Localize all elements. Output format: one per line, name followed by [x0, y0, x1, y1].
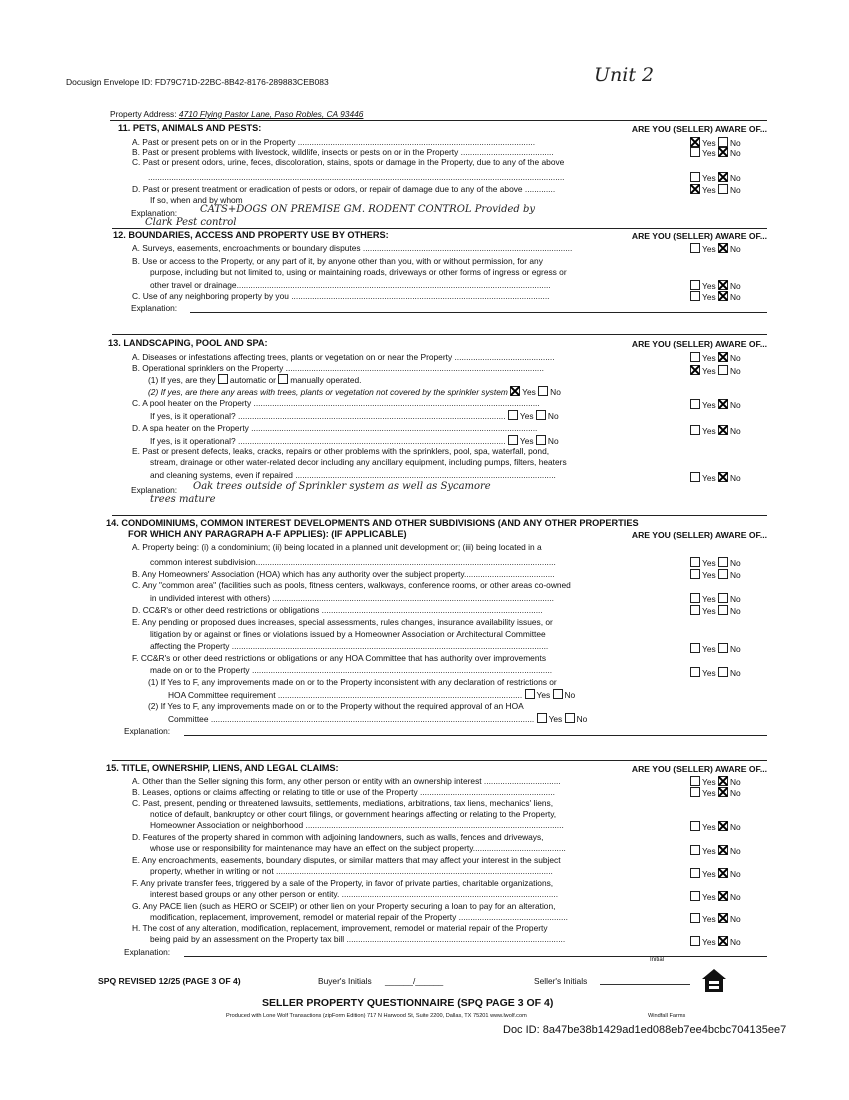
s14-d: D. CC&R's or other deed restrictions or obligations ............................................................................................... — [132, 605, 543, 615]
s14-f-yn: Yes No — [690, 667, 741, 678]
s12-c-yn: Yes No — [690, 291, 741, 302]
checkbox-manual[interactable] — [278, 374, 288, 384]
checkbox-no[interactable] — [536, 435, 546, 445]
s13-e-yn: Yes No — [690, 472, 741, 483]
s15-h2: being paid by an assessment on the Property tax bill .............................................................................................. — [150, 934, 566, 944]
s11-c2: ................................................................................................................................................................................... — [148, 172, 565, 182]
s14-aware: ARE YOU (SELLER) AWARE OF... — [631, 530, 767, 540]
checkbox-no[interactable] — [718, 776, 728, 786]
s14-e2: litigation by or against or fines or violations issued by a Homeowner Association or Architectural Committee — [150, 629, 546, 639]
s15-g-yn: Yes No — [690, 913, 741, 924]
checkbox-yes[interactable] — [690, 557, 700, 567]
s13-c-yn: Yes No — [690, 399, 741, 410]
checkbox-yes[interactable] — [690, 472, 700, 482]
s13-d-yn: Yes No — [690, 425, 741, 436]
checkbox-no[interactable] — [718, 557, 728, 567]
s14-b: B. Any Homeowners' Association (HOA) which has any authority over the subject property....................................... — [132, 569, 555, 579]
checkbox-no[interactable] — [718, 399, 728, 409]
checkbox-no[interactable] — [718, 787, 728, 797]
seller-initials-field[interactable] — [600, 984, 690, 985]
checkbox-yes[interactable] — [690, 172, 700, 182]
s11-title: 11. PETS, ANIMALS AND PESTS: — [118, 123, 262, 133]
s14-f6-line: Committee ........................................................................................................................................... Yes No — [168, 714, 588, 724]
s14-f2: made on or to the Property ................................................................................................................................. — [150, 665, 553, 675]
property-address — [110, 109, 363, 119]
s11-d-yn: Yes No — [690, 184, 741, 195]
s13-a-yn: Yes No — [690, 352, 741, 363]
checkbox-yes[interactable] — [690, 291, 700, 301]
s14-a: A. Property being: (i) a condominium; (ii) being located in a planned unit development or; (iii) being located in a — [132, 542, 542, 552]
footer-farms: Windfall Farms — [648, 1013, 686, 1019]
s13-d2-line: If yes, is it operational? ................................................................................................................... Yes No — [150, 436, 559, 446]
checkbox-no[interactable] — [536, 410, 546, 420]
unit-note: Unit 2 — [594, 64, 655, 86]
s11-c: C. Past or present odors, urine, feces, discoloration, stains, spots or damage in the Property, due to any of the above — [132, 157, 565, 167]
checkbox-no[interactable] — [718, 913, 728, 923]
checkbox-yes[interactable] — [690, 787, 700, 797]
checkbox-no[interactable] — [718, 936, 728, 946]
s11-aware: ARE YOU (SELLER) AWARE OF... — [631, 124, 767, 134]
checkbox-no[interactable] — [553, 689, 563, 699]
checkbox-yes[interactable] — [690, 667, 700, 677]
s14-a-yn: Yes No — [690, 557, 741, 568]
s14-title2: FOR WHICH ANY PARAGRAPH A-F APPLIES): (IF APPLICABLE) — [128, 529, 407, 539]
checkbox-yes[interactable] — [690, 425, 700, 435]
s14-e-yn: Yes No — [690, 643, 741, 654]
checkbox-yes[interactable] — [690, 569, 700, 579]
s14-e3: affecting the Property ........................................................................................................................................ — [150, 641, 549, 651]
checkbox-yes[interactable] — [690, 936, 700, 946]
checkbox-yes[interactable] — [690, 913, 700, 923]
s13-c: C. A pool heater on the Property ........................................................................................................................... — [132, 398, 540, 408]
divider — [110, 120, 767, 121]
s15-e-yn: Yes No — [690, 868, 741, 879]
checkbox-yes[interactable] — [510, 386, 520, 396]
checkbox-yes[interactable] — [690, 399, 700, 409]
checkbox-no[interactable] — [718, 365, 728, 375]
checkbox-yes[interactable] — [690, 821, 700, 831]
checkbox-yes[interactable] — [690, 776, 700, 786]
s13-b-yn: Yes No — [690, 365, 741, 376]
envelope-id: Docusign Envelope ID: FD79C71D-22BC-8B42-8176-289883CEB083 — [66, 77, 329, 87]
footer-produced: Produced with Lone Wolf Transactions (zipForm Edition) 717 N Harwood St, Suite 2200, Dallas, TX 75201 www.lwolf.com — [226, 1013, 527, 1019]
s13-handwriting-1: Oak trees outside of Sprinkler system as well as Sycamore — [193, 481, 491, 492]
s15-h-yn: Yes No — [690, 936, 741, 947]
checkbox-yes[interactable] — [690, 243, 700, 253]
checkbox-no[interactable] — [565, 713, 575, 723]
s15-a-yn: Yes No — [690, 776, 741, 787]
s12-a-yn: Yes No — [690, 243, 741, 254]
s14-f: F. CC&R's or other deed restrictions or obligations or any HOA Committee that has authority over improvements — [132, 653, 547, 663]
checkbox-no[interactable] — [718, 280, 728, 290]
s14-b-yn: Yes No — [690, 569, 741, 580]
s13-explanation-label: Explanation: — [131, 485, 178, 495]
checkbox-yes[interactable] — [690, 891, 700, 901]
checkbox-yes[interactable] — [690, 147, 700, 157]
s15-d: D. Features of the property shared in common with adjoining landowners, such as walls, fences and driveways, — [132, 832, 544, 842]
s15-c: C. Past, present, pending or threatened lawsuits, settlements, mediations, arbitrations, tax liens, mechanics' liens, — [132, 798, 554, 808]
s15-g2: modification, replacement, improvement, remodel or material repair of the Property ............................................... — [150, 912, 568, 922]
s15-explanation-label: Explanation: — [124, 947, 171, 957]
checkbox-no[interactable] — [718, 667, 728, 677]
s12-a: A. Surveys, easements, encroachments or boundary disputes .......................................................................................... — [132, 243, 573, 253]
s14-f4-line: HOA Committee requirement ......................................................................................................... Yes No — [168, 690, 576, 700]
s12-b-yn: Yes No — [690, 280, 741, 291]
s15-f2: interest based groups or any other person or entity. ............................................................................................. — [150, 889, 559, 899]
s12-b2: purpose, including but not limited to, using or maintaining roads, driveways or other forms of ingress or egress or — [150, 267, 567, 277]
s13-d: D. A spa heater on the Property ........................................................................................................................... — [132, 423, 538, 433]
s14-c2: in undivided interest with others) ......................................................................................................................... — [150, 593, 554, 603]
s15-h: H. The cost of any alteration, modification, replacement, improvement, remodel or material repair of the Property — [132, 923, 548, 933]
checkbox-yes[interactable] — [690, 137, 700, 147]
s12-explanation-label: Explanation: — [131, 303, 178, 313]
checkbox-no[interactable] — [718, 845, 728, 855]
checkbox-no[interactable] — [718, 147, 728, 157]
divider — [112, 760, 767, 761]
checkbox-yes[interactable] — [690, 593, 700, 603]
checkbox-no[interactable] — [718, 593, 728, 603]
s13-title: 13. LANDSCAPING, POOL AND SPA: — [108, 338, 268, 348]
s15-d-yn: Yes No — [690, 845, 741, 856]
s13-b: B. Operational sprinklers on the Property ............................................................................................................... — [132, 363, 544, 373]
checkbox-yes[interactable] — [508, 435, 518, 445]
s15-c2: notice of default, bankruptcy or other court filings, or government hearings affecting or relating to the Property, — [150, 809, 557, 819]
s12-b3: other travel or drainage....................................................................................................................................... — [150, 280, 551, 290]
checkbox-no[interactable] — [538, 386, 548, 396]
checkbox-yes[interactable] — [690, 643, 700, 653]
s15-c-yn: Yes No — [690, 821, 741, 832]
s12-b: B. Use or access to the Property, or any part of it, by anyone other than you, with or without permission, for any — [132, 256, 543, 266]
checkbox-no[interactable] — [718, 243, 728, 253]
property-label: Property Address: — [110, 109, 177, 119]
checkbox-no[interactable] — [718, 868, 728, 878]
checkbox-no[interactable] — [718, 472, 728, 482]
checkbox-yes[interactable] — [690, 605, 700, 615]
doc-id: Doc ID: 8a47be38b1429ad1ed088eb7ee4bcbc704135ee7 — [503, 1024, 787, 1036]
explanation-line — [190, 312, 767, 313]
checkbox-no[interactable] — [718, 569, 728, 579]
s15-f: F. Any private transfer fees, triggered by a sale of the Property, in favor of private parties, charitable organizations, — [132, 878, 554, 888]
s12-c: C. Use of any neighboring property by you ............................................................................................................... — [132, 291, 550, 301]
buyer-initials-field[interactable]: ______/______ — [385, 976, 444, 986]
seller-initials-label: Seller's Initials — [534, 976, 588, 986]
checkbox-no[interactable] — [718, 821, 728, 831]
s14-explanation-label: Explanation: — [124, 726, 171, 736]
checkbox-yes[interactable] — [690, 868, 700, 878]
property-value: 4710 Flying Pastor Lane, Paso Robles, CA 93446 — [178, 109, 364, 119]
s13-aware: ARE YOU (SELLER) AWARE OF... — [631, 339, 767, 349]
s15-b: B. Leases, options or claims affecting or relating to title or use of the Property .......................................................... — [132, 787, 555, 797]
s14-e: E. Any pending or proposed dues increases, special assessments, rules changes, insurance availability issues, or — [132, 617, 553, 627]
checkbox-no[interactable] — [718, 291, 728, 301]
s15-a: A. Other than the Seller signing this form, any other person or entity with an ownership interest ................................. — [132, 776, 561, 786]
checkbox-yes[interactable] — [537, 713, 547, 723]
s13-e2: stream, drainage or other water-related decor including any ancillary equipment, including pumps, filters, heaters — [150, 457, 567, 467]
s11-handwriting-1: CATS+DOGS ON PREMISE GM. RODENT CONTROL Provided by — [200, 204, 536, 215]
s12-title: 12. BOUNDARIES, ACCESS AND PROPERTY USE BY OTHERS: — [113, 230, 389, 240]
s15-d2: whose use or responsibility for maintenance may have an effect on the subject property........................................ — [150, 843, 566, 853]
s11-b-yn: Yes No — [690, 147, 741, 158]
checkbox-yes[interactable] — [525, 689, 535, 699]
checkbox-yes[interactable] — [690, 280, 700, 290]
s14-f5: (2) If Yes to F, any improvements made on or to the Property without the required approval of an HOA — [148, 701, 524, 711]
s14-c-yn: Yes No — [690, 593, 741, 604]
checkbox-yes[interactable] — [690, 845, 700, 855]
checkbox-no[interactable] — [718, 352, 728, 362]
s15-e2: property, whether in writing or not ....................................................................................................................... — [150, 866, 553, 876]
equal-housing-icon — [701, 968, 727, 994]
s11-d2: If so, when and by whom — [150, 195, 243, 205]
s14-f3: (1) If Yes to F, any improvements made on or to the Property inconsistent with any declaration of restrictions or — [148, 677, 557, 687]
s15-title: 15. TITLE, OWNERSHIP, LIENS, AND LEGAL CLAIMS: — [106, 763, 339, 773]
footer-revised: SPQ REVISED 12/25 (PAGE 3 OF 4) — [98, 976, 241, 986]
explanation-line — [184, 956, 767, 957]
checkbox-yes[interactable] — [508, 410, 518, 420]
s13-b1-line: (1) If yes, are they automatic or manually operated. — [148, 375, 362, 385]
s15-g: G. Any PACE lien (such as HERO or SCEIP) or other lien on your Property securing a loan to pay for an alteration, — [132, 901, 556, 911]
s13-e3: and cleaning systems, even if repaired ................................................................................................................ — [150, 470, 556, 480]
checkbox-automatic[interactable] — [218, 374, 228, 384]
checkbox-no[interactable] — [718, 643, 728, 653]
checkbox-no[interactable] — [718, 137, 728, 147]
s11-d: D. Past or present treatment or eradication of pests or odors, or repair of damage due to any of the above ............. — [132, 184, 556, 194]
footer-questionnaire: SELLER PROPERTY QUESTIONNAIRE (SPQ PAGE 3 OF 4) — [262, 997, 554, 1009]
buyer-initials-label: Buyer's Initials — [318, 976, 372, 986]
s11-a-yn: Yes No — [690, 137, 741, 148]
s11-explanation-label: Explanation: — [131, 208, 178, 218]
divider — [112, 228, 767, 229]
s13-a: A. Diseases or infestations affecting trees, plants or vegetation on or near the Property ........................................... — [132, 352, 555, 362]
s13-c2-line: If yes, is it operational? ................................................................................................................... Yes No — [150, 411, 559, 421]
checkbox-no[interactable] — [718, 425, 728, 435]
s11-c-yn: Yes No — [690, 172, 741, 183]
s13-e: E. Past or present defects, leaks, cracks, repairs or other problems with the sprinklers, pool, spa, waterfall, pond, — [132, 446, 550, 456]
s15-e: E. Any encroachments, easements, boundary disputes, or similar matters that may affect your interest in the subject — [132, 855, 561, 865]
s11-handwriting-2: Clark Pest control — [145, 217, 237, 228]
checkbox-no[interactable] — [718, 184, 728, 194]
s11-b: B. Past or present problems with livestock, wildlife, insects or pests on or in the Property ........................................ — [132, 147, 554, 157]
divider — [112, 515, 767, 516]
s14-c: C. Any "common area" (facilities such as pools, fitness centers, walkways, conference rooms, or other areas co-owned — [132, 580, 571, 590]
s14-d-yn: Yes No — [690, 605, 741, 616]
s14-a2: common interest subdivision................................................................................................................................. — [150, 557, 556, 567]
checkbox-yes[interactable] — [690, 352, 700, 362]
s15-aware: ARE YOU (SELLER) AWARE OF... — [631, 764, 767, 774]
divider — [112, 334, 767, 335]
s11-a: A. Past or present pets on or in the Property ...................................................................................................... — [132, 137, 536, 147]
checkbox-yes[interactable] — [690, 184, 700, 194]
s15-c3: Homeowner Association or neighborhood ............................................................................................................... — [150, 820, 564, 830]
s13-b2-line: (2) If yes, are there any areas with trees, plants or vegetation not covered by the sprinkler system Yes No — [148, 387, 561, 397]
checkbox-yes[interactable] — [690, 365, 700, 375]
s14-title: 14. CONDOMINIUMS, COMMON INTEREST DEVELOPMENTS AND OTHER SUBDIVISIONS (AND ANY OTHER PROPERTIES — [106, 518, 639, 528]
s15-b-yn: Yes No — [690, 787, 741, 798]
explanation-line — [184, 735, 767, 736]
checkbox-no[interactable] — [718, 605, 728, 615]
checkbox-no[interactable] — [718, 891, 728, 901]
checkbox-no[interactable] — [718, 172, 728, 182]
initial-tag: Initial — [650, 957, 665, 963]
s15-f-yn: Yes No — [690, 891, 741, 902]
s12-aware: ARE YOU (SELLER) AWARE OF... — [631, 231, 767, 241]
s13-handwriting-2: trees mature — [150, 494, 216, 505]
